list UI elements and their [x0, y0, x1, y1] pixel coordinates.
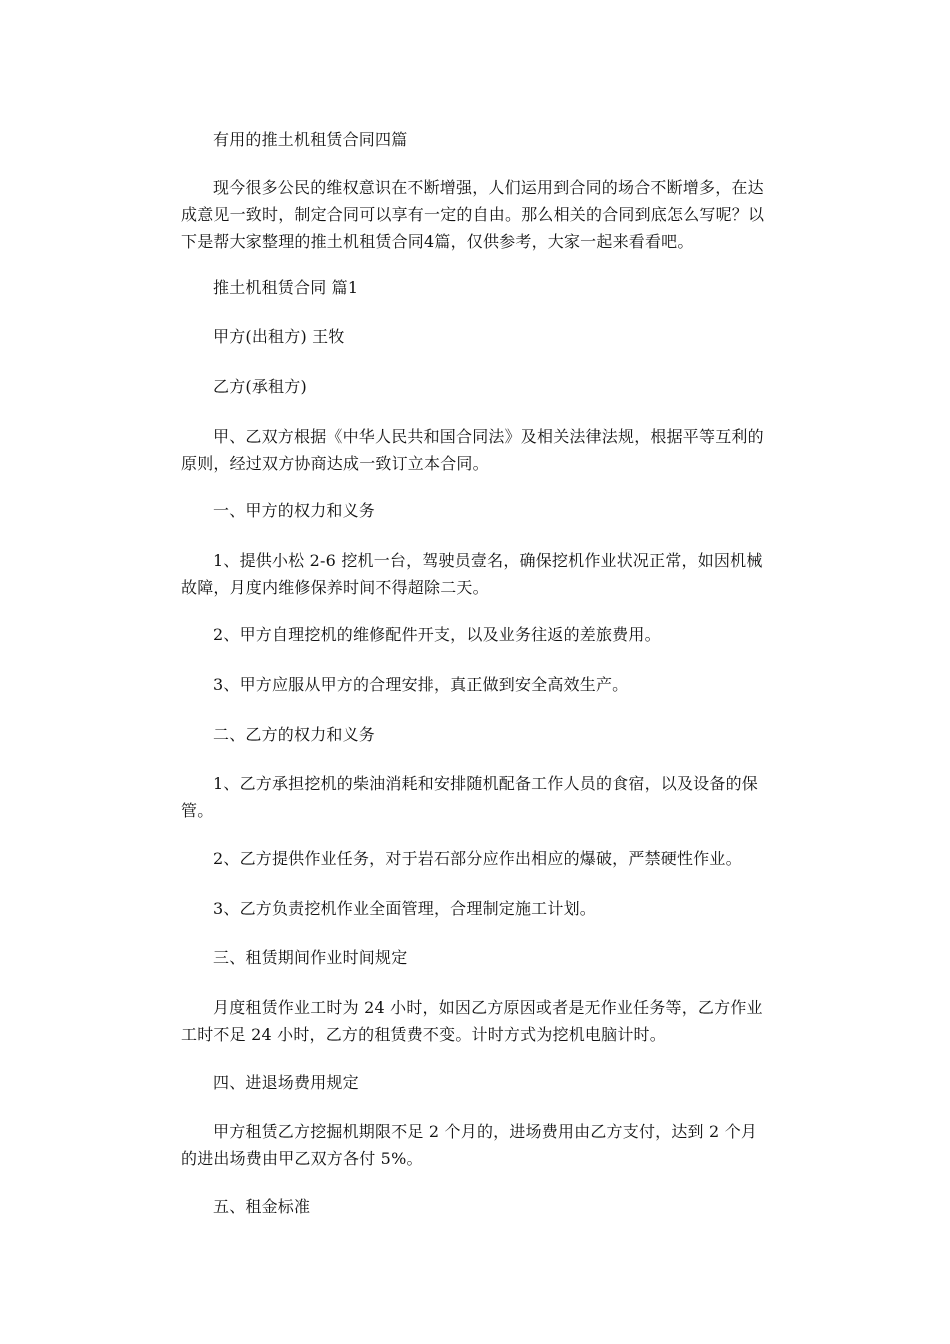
- section2-item2: 2、乙方提供作业任务，对于岩石部分应作出相应的爆破，严禁硬性作业。: [213, 849, 742, 868]
- section-heading-5: 五、租金标准: [213, 1197, 311, 1216]
- section1-title: 推土机租赁合同 篇1: [213, 278, 359, 297]
- section4-text: 甲方租赁乙方挖掘机期限不足 2 个月的，进场费用由乙方支付，达到 2 个月的进出场费由甲乙双方各付 5%。: [181, 1122, 758, 1168]
- section-heading-3: 三、租赁期间作业时间规定: [213, 948, 408, 967]
- section-heading-2: 二、乙方的权力和义务: [213, 725, 376, 744]
- preamble-paragraph: 甲、乙双方根据《中华人民共和国合同法》及相关法律法规，根据平等互利的原则，经过双方协商达成一致订立本合同。: [181, 427, 764, 473]
- document-title: 有用的推土机租赁合同四篇: [213, 130, 408, 149]
- section1-item1: 1、提供小松 2-6 挖机一台，驾驶员壹名，确保挖机作业状况正常，如因机械故障，月度内维修保养时间不得超除二天。: [181, 551, 763, 597]
- section-heading-1: 一、甲方的权力和义务: [213, 501, 376, 520]
- section2-item3: 3、乙方负责挖机作业全面管理，合理制定施工计划。: [213, 899, 596, 918]
- section1-item3: 3、甲方应服从甲方的合理安排，真正做到安全高效生产。: [213, 675, 629, 694]
- section1-item2: 2、甲方自理挖机的维修配件开支，以及业务往返的差旅费用。: [213, 625, 661, 644]
- intro-paragraph: 现今很多公民的维权意识在不断增强，人们运用到合同的场合不断增多，在达成意见一致时，制定合同可以享有一定的自由。那么相关的合同到底怎么写呢？以下是帮大家整理的推土机租赁合同4篇，仅供参考，大家一起来看看吧。: [181, 178, 765, 251]
- section2-item1: 1、乙方承担挖机的柴油消耗和安排随机配备工作人员的食宿，以及设备的保管。: [181, 774, 758, 820]
- party-a: 甲方(出租方) 王牧: [213, 327, 345, 346]
- party-b: 乙方(承租方): [213, 377, 307, 396]
- section-heading-4: 四、进退场费用规定: [213, 1073, 359, 1092]
- section3-text: 月度租赁作业工时为 24 小时，如因乙方原因或者是无作业任务等，乙方作业工时不足 24 小时，乙方的租赁费不变。计时方式为挖机电脑计时。: [181, 998, 763, 1044]
